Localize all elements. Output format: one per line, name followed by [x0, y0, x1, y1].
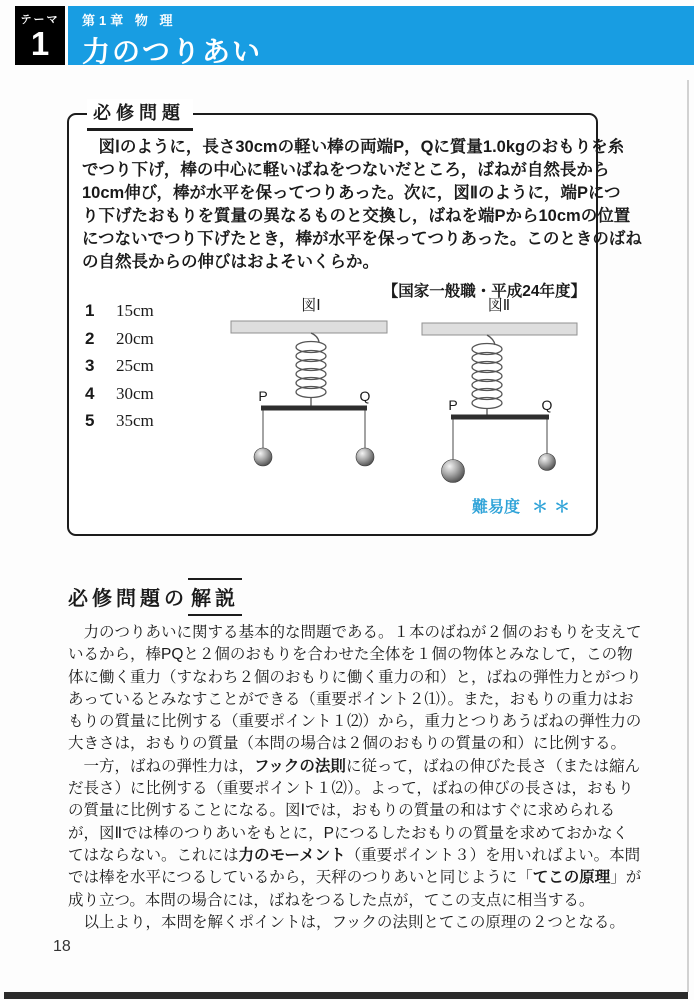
text-line: 力のつりあいに関する基本的な問題である。１本のばねが２個のおもりを支えて [68, 624, 642, 641]
text-line: 図Ⅰのように，長さ30cmの軽い棒の両端P，Qに質量1.0kgのおもりを糸 [82, 138, 625, 156]
text-line: 体に働く重力（すなわち２個のおもりに働く重力の和）と，ばねの弾性力とがつり [68, 668, 642, 686]
problem-statement [82, 136, 642, 274]
page-edge-bottom [4, 992, 688, 999]
answer-choice-3 [85, 356, 154, 384]
rod-end-label-q: Q [359, 388, 371, 404]
text-line: の質量に比例することになる。図Ⅰでは，おもりの質量の和はすぐに求められる [68, 802, 616, 820]
page-title: 力のつりあい [82, 36, 263, 67]
text-line: り下げたおもりを質量の異なるものと交換し，ばねを端Pから10cmの位置 [82, 207, 631, 225]
problem-source: 【国家一般職・平成24年度】 [382, 283, 586, 300]
figure-1-title: 図Ⅰ [301, 297, 321, 314]
chapter-banner [68, 6, 694, 65]
text-line: が，図Ⅱでは棒のつりあいをもとに，Pにつるしたおもりの質量を求めておかなく [68, 824, 629, 842]
choice-value: 20cm [116, 328, 154, 348]
ceiling-bar [231, 321, 387, 333]
theme-badge [15, 6, 65, 65]
rod-end-label-p: P [448, 397, 458, 413]
rod-end-label-p: P [258, 388, 268, 404]
text-line: 成り立つ。本問の場合には，ばねをつるした点が，てこの支点に相当する。 [68, 891, 595, 909]
text-line: の自然長からの伸びはおよそいくらか。 [82, 253, 379, 271]
answer-choice-1 [85, 301, 154, 329]
figure-2-diagram [419, 297, 589, 497]
choice-number: 2 [85, 328, 95, 348]
theme-number: 1 [30, 25, 50, 62]
choice-number: 1 [85, 301, 95, 320]
figure-1-diagram [227, 297, 397, 475]
ceiling-bar [422, 323, 577, 335]
difficulty [472, 494, 576, 517]
text-line: 大きさは，おもりの質量（本問の場合は２個のおもりの質量の和）に比例する。 [68, 735, 627, 753]
choice-value: 25cm [116, 356, 154, 375]
explanation-heading-emphasis: 解説 [188, 578, 242, 616]
choice-value: 35cm [116, 411, 154, 430]
answer-choice-5 [85, 411, 154, 439]
choice-value: 15cm [116, 301, 154, 320]
text-line: 以上より，本問を解くポイントは，フックの法則とてこの原理の２つとなる。 [68, 913, 625, 931]
answer-choices [85, 301, 154, 439]
difficulty-label: 難易度 [471, 499, 520, 516]
explanation-text [68, 622, 642, 934]
text-line: てはならない。これには力のモーメント（重要ポイント３）を用いればよい。本問 [68, 846, 641, 864]
rod-end-label-q: Q [541, 397, 553, 413]
spring-icon [472, 335, 502, 415]
choice-number: 3 [85, 356, 95, 375]
text-line: 一方，ばねの弾性力は，フックの法則に従って，ばねの伸びた長さ（または縮ん [68, 757, 641, 775]
explanation-heading-prefix: 必修問題の [68, 588, 188, 610]
choice-number: 5 [85, 411, 95, 430]
page-number: 18 [53, 938, 71, 955]
weight-sphere-left-large [442, 460, 465, 483]
required-problem-box [67, 103, 642, 536]
spring-icon [296, 333, 326, 408]
text-line: でつり下げ，棒の中心に軽いばねをつないだところ，ばねが自然長から [82, 161, 610, 179]
theme-label: テーマ [20, 14, 60, 26]
page-edge-right [687, 80, 689, 992]
text-line: だ長さ）に比例する（重要ポイント１⑵）。よって，ばねの伸びの長さは，おもり [68, 780, 634, 798]
problem-box-label: 必修問題 [87, 99, 193, 131]
text-line: につないでつり下げたとき，棒が水平を保ってつりあった。このときのばね [82, 230, 642, 248]
difficulty-stars: ＊＊ [531, 499, 576, 516]
explanation-heading [68, 578, 242, 616]
choice-number: 4 [85, 383, 95, 403]
figure-2-title: 図Ⅱ [487, 297, 511, 314]
text-line: では棒を水平につるしているから，天秤のつりあいと同じように「てこの原理」が [68, 869, 642, 887]
weight-sphere-right-small [539, 454, 556, 471]
text-line: いるから，棒PQと２個のおもりを合わせた全体を１個の物体とみなして，この物 [68, 646, 633, 664]
chapter-label: 第1章 物 理 [82, 13, 177, 28]
text-line: もりの質量に比例する（重要ポイント１⑵）から，重力とつりあうばねの弾性力の [68, 713, 642, 731]
answer-choice-4 [85, 384, 154, 412]
answer-choice-2 [85, 329, 154, 357]
weight-sphere-left [254, 448, 272, 466]
text-line: 10cm伸び，棒が水平を保ってつりあった。次に，図Ⅱのように，端Pにつ [82, 184, 621, 202]
choice-value: 30cm [116, 383, 154, 403]
text-line: あっているとみなすことができる（重要ポイント２⑴）。また，おもりの重力はお [68, 690, 634, 708]
weight-sphere-right [356, 448, 374, 466]
